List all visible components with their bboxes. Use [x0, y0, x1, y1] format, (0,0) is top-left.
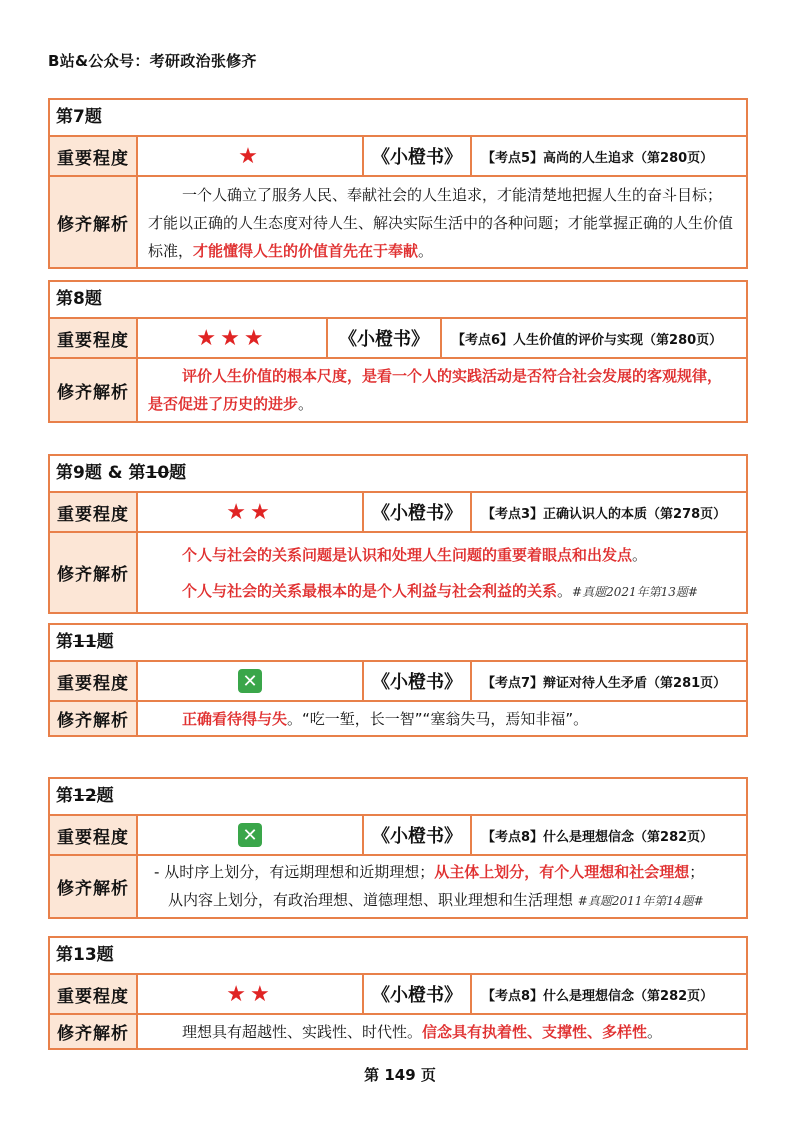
- importance-label: 重要程度: [50, 816, 138, 854]
- question-block-7: [48, 98, 748, 269]
- analysis-label: 修齐解析: [50, 702, 138, 735]
- importance-row: [50, 816, 746, 856]
- importance-stars: ★★: [138, 975, 364, 1013]
- cross-mark-icon: ✕: [238, 669, 262, 693]
- exam-point: 【考点5】高尚的人生追求（第280页）: [482, 150, 714, 166]
- analysis-label: 修齐解析: [50, 1015, 138, 1048]
- importance-row: [50, 137, 746, 177]
- importance-stars: ★★: [138, 493, 364, 531]
- exam-point: 【考点7】辩证对待人生矛盾（第281页）: [482, 675, 727, 691]
- question-block-8: [48, 280, 748, 423]
- importance-stars: ★: [138, 137, 364, 175]
- page-header: B站&公众号：考研政治张修齐: [48, 52, 257, 70]
- analysis-text: 一个人确立了服务人民、奉献社会的人生追求，才能清楚地把握人生的奋斗目标；才能以正确的人生态度对待人生、解决实际生活中的各种问题；才能掌握正确的人生价值标准，才能懂得人生的价值首先在于奉献。: [148, 186, 734, 260]
- question-title: 第9题 & 第10题: [50, 456, 746, 493]
- importance-row: [50, 662, 746, 702]
- analysis-row: [50, 856, 746, 917]
- question-title: 第11题: [50, 625, 746, 662]
- exam-point: 【考点6】人生价值的评价与实现（第280页）: [452, 332, 723, 348]
- question-title: 第8题: [50, 282, 746, 319]
- question-block-12: [48, 777, 748, 919]
- analysis-label: 修齐解析: [50, 533, 138, 612]
- question-block-11: [48, 623, 748, 737]
- analysis-row: [50, 359, 746, 421]
- analysis-row: [50, 1015, 746, 1048]
- importance-row: [50, 493, 746, 533]
- importance-label: 重要程度: [50, 975, 138, 1013]
- analysis-row: [50, 177, 746, 267]
- importance-stars: ★★★: [138, 319, 328, 357]
- cross-mark-icon: ✕: [238, 823, 262, 847]
- importance-cell: [138, 662, 364, 700]
- question-title: 第7题: [50, 100, 746, 137]
- importance-label: 重要程度: [50, 137, 138, 175]
- importance-cell: [138, 816, 364, 854]
- importance-label: 重要程度: [50, 662, 138, 700]
- analysis-label: 修齐解析: [50, 177, 138, 267]
- book-label: 《小橙书》: [364, 662, 472, 700]
- analysis-row: [50, 533, 746, 612]
- exam-point: 【考点8】什么是理想信念（第282页）: [482, 829, 714, 845]
- book-label: 《小橙书》: [328, 319, 442, 357]
- analysis-text: 正确看待得与失。“吃一堑，长一智”“塞翁失马，焉知非福”。: [182, 710, 589, 728]
- analysis-row: [50, 702, 746, 735]
- question-title: 第13题: [50, 938, 746, 975]
- importance-label: 重要程度: [50, 319, 138, 357]
- exam-point: 【考点8】什么是理想信念（第282页）: [482, 988, 714, 1004]
- question-title: 第12题: [50, 779, 746, 816]
- book-label: 《小橙书》: [364, 137, 472, 175]
- exam-note: #真题2021年第13题#: [572, 585, 698, 599]
- importance-row: [50, 975, 746, 1015]
- importance-row: [50, 319, 746, 359]
- analysis-text: - 从时序上划分，有远期理想和近期理想；从主体上划分，有个人理想和社会理想； 从内容上划分，有政治理想、道德理想、职业理想和生活理想 #真题2011年第14题#: [154, 863, 705, 909]
- page-number: 第 149 页: [364, 1066, 436, 1084]
- analysis-label: 修齐解析: [50, 856, 138, 917]
- book-label: 《小橙书》: [364, 816, 472, 854]
- analysis-text: 理想具有超越性、实践性、时代性。信念具有执着性、支撑性、多样性。: [182, 1023, 663, 1041]
- importance-label: 重要程度: [50, 493, 138, 531]
- analysis-text: 个人与社会的关系问题是认识和处理人生问题的重要着眼点和出发点。 个人与社会的关系最根本的是个人利益与社会利益的关系。#真题2021年第13题#: [182, 546, 698, 600]
- question-block-13: [48, 936, 748, 1050]
- exam-point: 【考点3】正确认识人的本质（第278页）: [482, 506, 727, 522]
- question-block-9-10: [48, 454, 748, 614]
- analysis-text: 评价人生价值的根本尺度，是看一个人的实践活动是否符合社会发展的客观规律，是否促进了历史的进步。: [148, 367, 723, 413]
- analysis-label: 修齐解析: [50, 359, 138, 421]
- book-label: 《小橙书》: [364, 493, 472, 531]
- book-label: 《小橙书》: [364, 975, 472, 1013]
- exam-note: #真题2011年第14题#: [577, 894, 704, 908]
